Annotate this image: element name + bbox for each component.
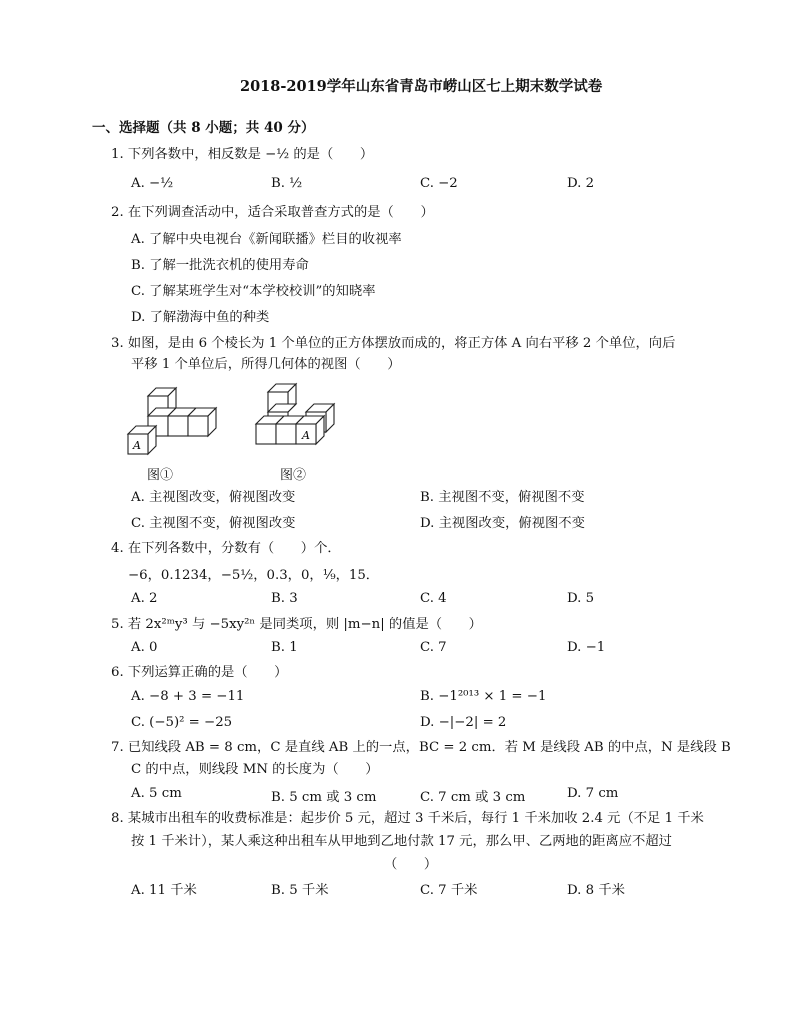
figure-1-cubes bbox=[118, 378, 228, 460]
cube-a-label: A bbox=[133, 439, 141, 452]
question-4-stem: 4. 在下列各数中，分数有（ ）个． bbox=[111, 541, 341, 556]
q7-option-a: A. 5 cm bbox=[131, 786, 182, 801]
section-heading: 一、选择题（共 8 小题；共 40 分） bbox=[92, 120, 315, 136]
q2-option-d: D. 了解渤海中鱼的种类 bbox=[131, 310, 270, 325]
q4-option-b: B. 3 bbox=[271, 591, 298, 606]
q1-option-a: A. −½ bbox=[131, 176, 174, 191]
q4-number-list: −6，0.1234，−5½，0.3，0，⅑，15． bbox=[128, 568, 380, 583]
figure-1-caption: 图① bbox=[147, 468, 174, 483]
q5-option-d: D. −1 bbox=[567, 640, 606, 655]
question-3-stem-line1: 3. 如图，是由 6 个棱长为 1 个单位的正方体摆放而成的，将正方体 A 向右平移 2 个单位，向后 bbox=[111, 336, 676, 351]
q6-option-d: D. −|−2| = 2 bbox=[420, 715, 507, 730]
cube-a-label: A bbox=[302, 429, 310, 442]
question-7-stem-line2: C 的中点，则线段 MN 的长度为（ ） bbox=[131, 762, 379, 777]
question-8-stem-line1: 8. 某城市出租车的收费标准是：起步价 5 元，超过 3 千米后，每行 1 千米加收 2.4 元（不足 1 千米 bbox=[111, 811, 704, 826]
q7-option-d: D. 7 cm bbox=[567, 786, 619, 801]
page-title: 2018-2019学年山东省青岛市崂山区七上期末数学试卷 bbox=[240, 78, 603, 95]
q5-option-a: A. 0 bbox=[131, 640, 158, 655]
cube bbox=[296, 416, 324, 444]
question-8-stem-line2: 按 1 千米计），某人乘这种出租车从甲地到乙地付款 17 元，那么甲、乙两地的距离应不超过 bbox=[131, 834, 672, 849]
q1-option-d: D. 2 bbox=[567, 176, 595, 191]
question-6-stem: 6. 下列运算正确的是（ ） bbox=[111, 665, 288, 680]
question-8-stem-line3: （ ） bbox=[384, 857, 438, 872]
q5-option-b: B. 1 bbox=[271, 640, 298, 655]
q3-option-b: B. 主视图不变，俯视图不变 bbox=[420, 490, 585, 505]
q2-option-c: C. 了解某班学生对“本学校校训”的知晓率 bbox=[131, 284, 376, 299]
q3-option-d: D. 主视图改变，俯视图不变 bbox=[420, 516, 585, 531]
q8-option-b: B. 5 千米 bbox=[271, 883, 329, 898]
q1-option-b: B. ½ bbox=[271, 176, 303, 191]
q7-option-c: C. 7 cm 或 3 cm bbox=[420, 790, 526, 805]
q4-option-a: A. 2 bbox=[131, 591, 158, 606]
cube bbox=[188, 408, 216, 436]
q6-option-c: C. (−5)² = −25 bbox=[131, 715, 233, 730]
q8-option-c: C. 7 千米 bbox=[420, 883, 478, 898]
q6-option-b: B. −1²⁰¹³ × 1 = −1 bbox=[420, 689, 547, 704]
q8-option-d: D. 8 千米 bbox=[567, 883, 625, 898]
figure-2-caption: 图② bbox=[280, 468, 307, 483]
q1-option-c: C. −2 bbox=[420, 176, 458, 191]
q3-option-c: C. 主视图不变，俯视图改变 bbox=[131, 516, 296, 531]
figure-2-cubes bbox=[248, 378, 358, 460]
q4-option-c: C. 4 bbox=[420, 591, 447, 606]
question-1-stem: 1. 下列各数中，相反数是 −½ 的是（ ） bbox=[111, 147, 374, 162]
q8-option-a: A. 11 千米 bbox=[131, 883, 197, 898]
q3-option-a: A. 主视图改变，俯视图改变 bbox=[131, 490, 296, 505]
q2-option-b: B. 了解一批洗衣机的使用寿命 bbox=[131, 258, 309, 273]
q6-option-a: A. −8 + 3 = −11 bbox=[131, 689, 245, 704]
question-3-stem-line2: 平移 1 个单位后，所得几何体的视图（ ） bbox=[131, 357, 401, 372]
q5-option-c: C. 7 bbox=[420, 640, 447, 655]
q4-option-d: D. 5 bbox=[567, 591, 595, 606]
q7-option-b: B. 5 cm 或 3 cm bbox=[271, 790, 377, 805]
question-7-stem-line1: 7. 已知线段 AB = 8 cm，C 是直线 AB 上的一点，BC = 2 cm．若 M 是线段 AB 的中点，N 是线段 B bbox=[111, 740, 731, 755]
question-2-stem: 2. 在下列调查活动中，适合采取普查方式的是（ ） bbox=[111, 205, 434, 220]
question-5-stem: 5. 若 2x²ᵐy³ 与 −5xy²ⁿ 是同类项，则 |m−n| 的值是（ ） bbox=[111, 617, 482, 632]
q2-option-a: A. 了解中央电视台《新闻联播》栏目的收视率 bbox=[131, 232, 402, 247]
